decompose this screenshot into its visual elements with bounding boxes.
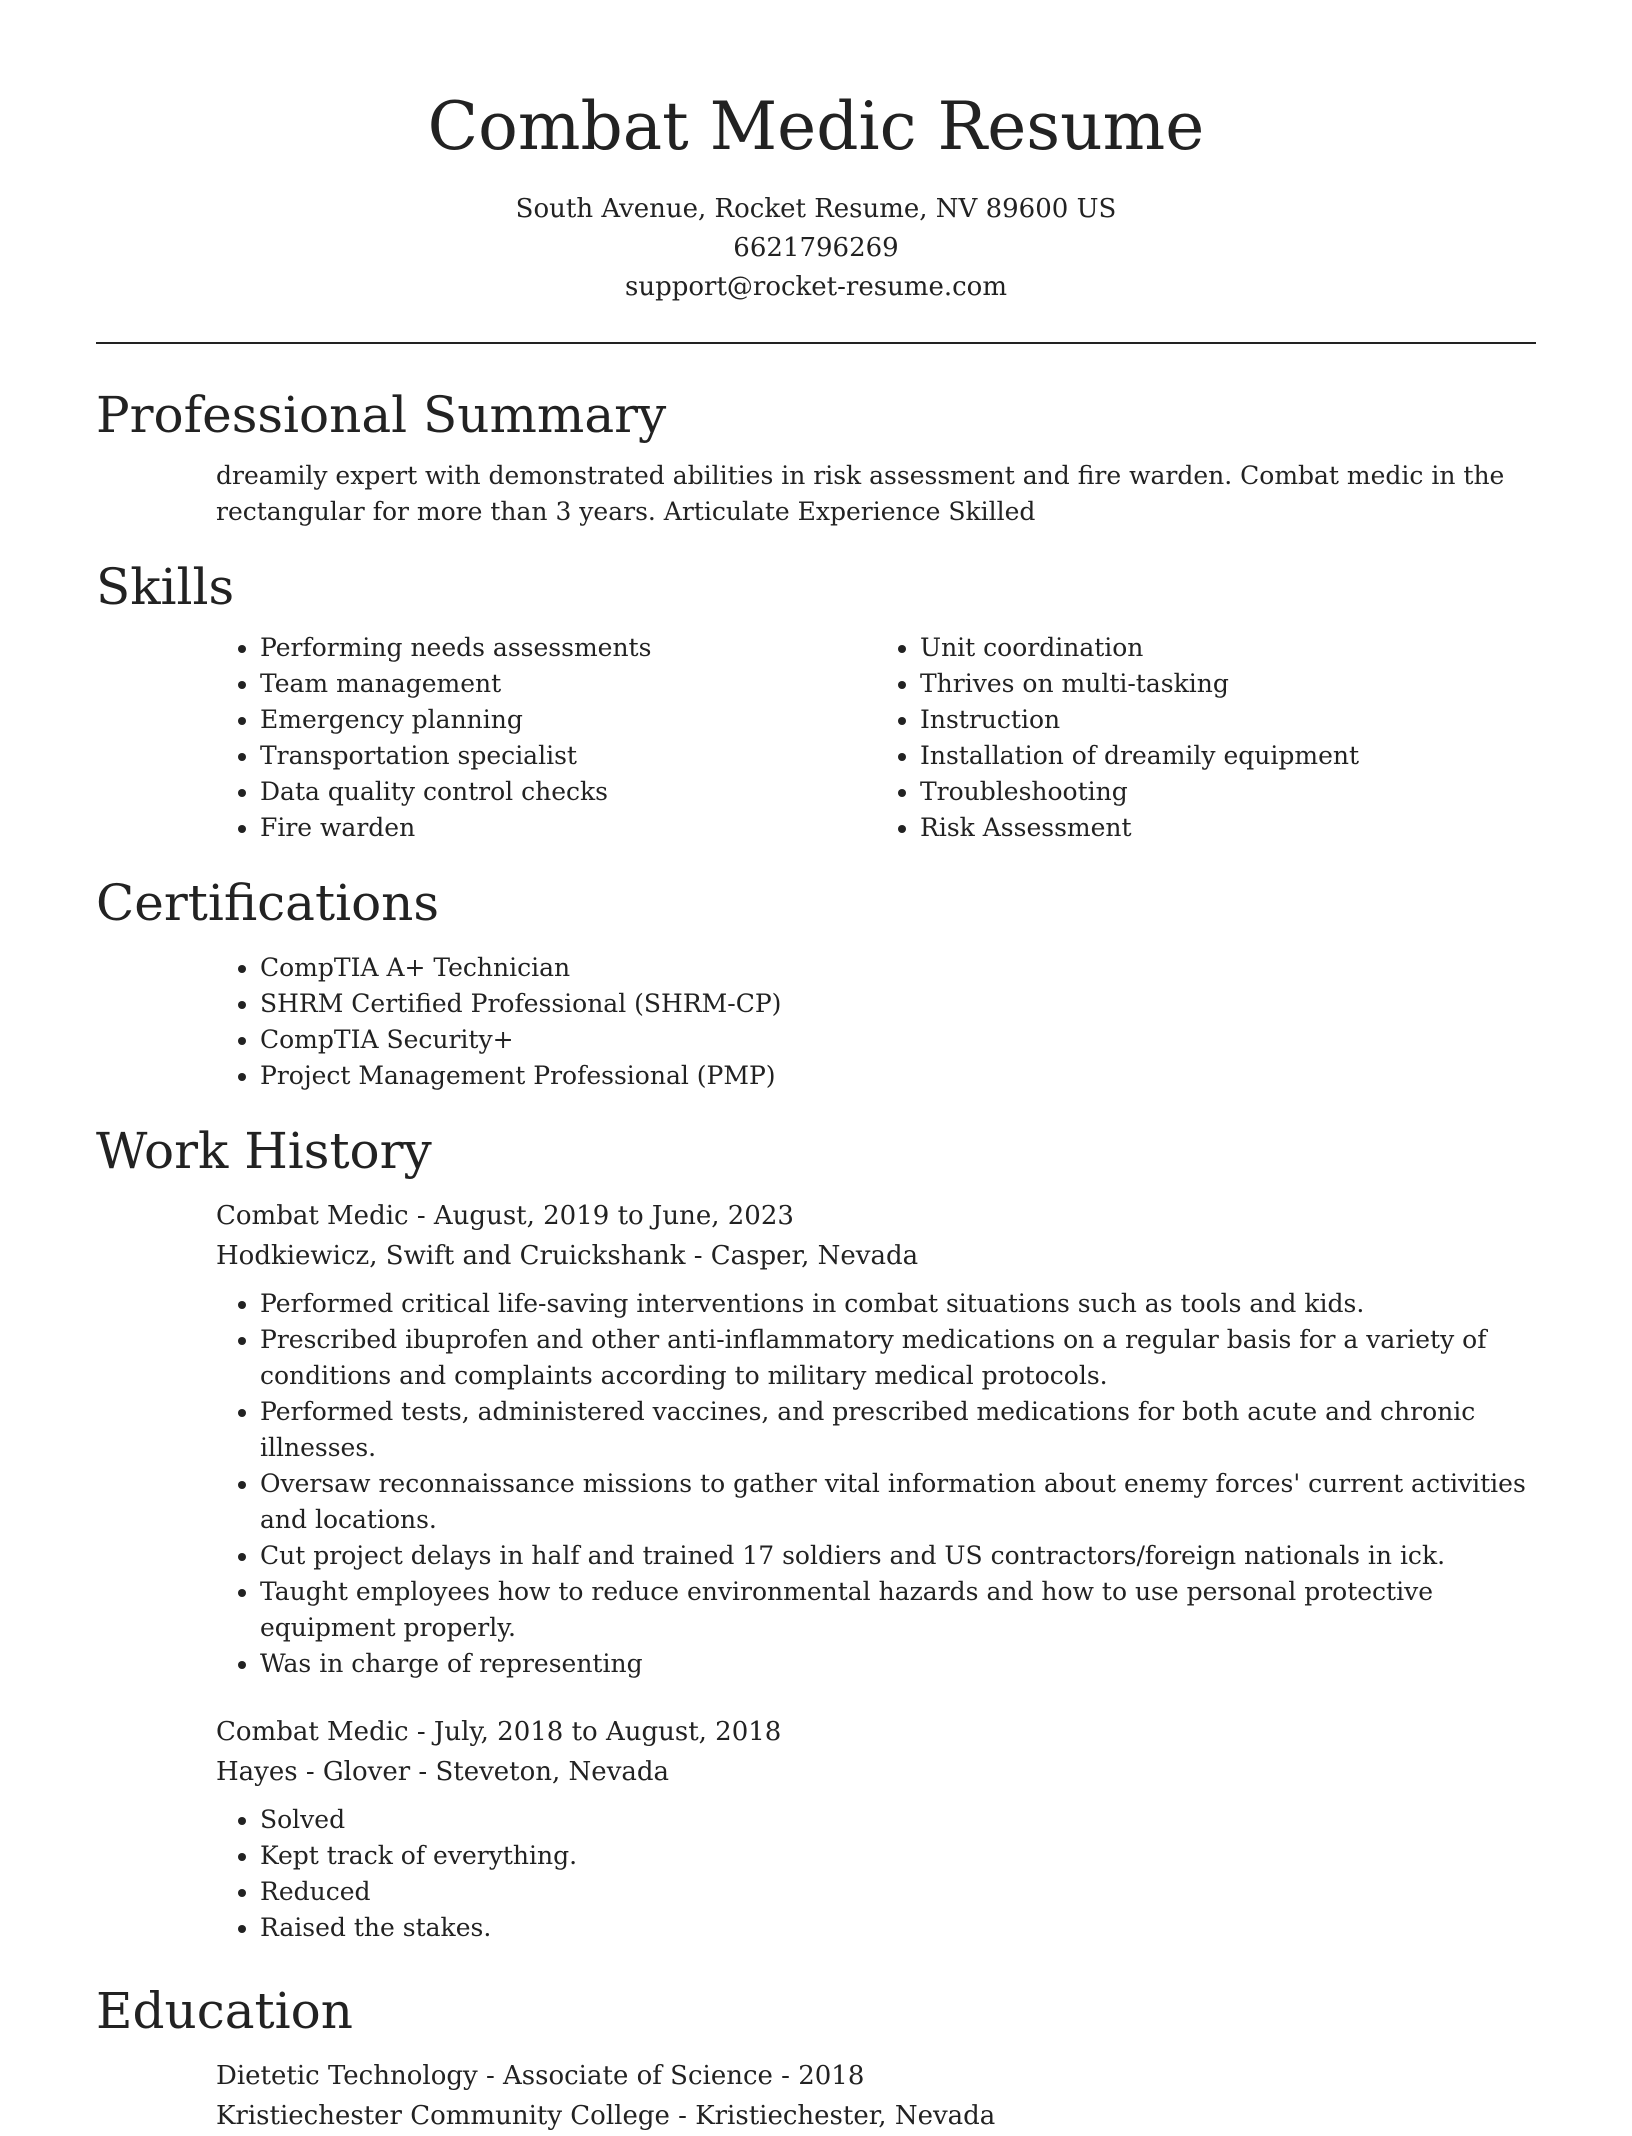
job-header bbox=[216, 1712, 1536, 1792]
job-bullet: • Prescribed ibuprofen and other anti-inflammatory medications on a regular basis for a variety of conditions and complaints according to military medical protocols. bbox=[260, 1322, 1536, 1394]
skill-item: • Fire warden bbox=[260, 810, 876, 846]
job-bullet: • Kept track of everything. bbox=[260, 1838, 1536, 1874]
certification-item: • Project Management Professional (PMP) bbox=[260, 1058, 1536, 1094]
job-bullet: • Performed critical life-saving interventions in combat situations such as tools and kids. bbox=[260, 1286, 1536, 1322]
resume-header bbox=[0, 0, 1632, 307]
certification-item: • CompTIA A+ Technician bbox=[260, 950, 1536, 986]
job-bullet: • Was in charge of representing bbox=[260, 1646, 1536, 1682]
education-entry bbox=[216, 2056, 1536, 2136]
certification-item: • CompTIA Security+ bbox=[260, 1022, 1536, 1058]
skills-column-right bbox=[876, 630, 1536, 846]
job-company-location: Hayes - Glover - Steveton, Nevada bbox=[216, 1757, 670, 1787]
skills-heading: Skills bbox=[96, 558, 235, 616]
education-school: Kristiechester Community College - Kristiechester, Nevada bbox=[216, 2101, 996, 2131]
summary-section bbox=[96, 380, 1536, 530]
skills-section bbox=[96, 552, 1536, 846]
job-bullet: • Taught employees how to reduce environmental hazards and how to use personal protective equipment properly. bbox=[260, 1574, 1536, 1646]
job-entry bbox=[216, 1196, 1536, 1682]
skill-item: • Risk Assessment bbox=[920, 810, 1536, 846]
certifications-heading: Certifications bbox=[96, 874, 440, 932]
education-heading: Education bbox=[96, 1982, 353, 2040]
skill-item: • Thrives on multi-tasking bbox=[920, 666, 1536, 702]
job-bullet: • Solved bbox=[260, 1802, 1536, 1838]
resume-title: Combat Medic Resume bbox=[427, 88, 1205, 165]
summary-text: dreamily expert with demonstrated abilities in risk assessment and fire warden. Combat medic in the rectangular for more than 3 years. Articulate Experience Skilled bbox=[216, 461, 1505, 526]
job-bullet: • Reduced bbox=[260, 1874, 1536, 1910]
job-bullet: • Performed tests, administered vaccines, and prescribed medications for both acute and chronic illnesses. bbox=[260, 1394, 1536, 1466]
resume-body bbox=[96, 380, 1536, 2136]
job-header bbox=[216, 1196, 1536, 1276]
certification-item: • SHRM Certified Professional (SHRM-CP) bbox=[260, 986, 1536, 1022]
skill-item: • Transportation specialist bbox=[260, 738, 876, 774]
contact-info bbox=[0, 190, 1632, 307]
job-bullet: • Oversaw reconnaissance missions to gather vital information about enemy forces' current activities and locations. bbox=[260, 1466, 1536, 1538]
skill-item: • Installation of dreamily equipment bbox=[920, 738, 1536, 774]
skill-item: • Performing needs assessments bbox=[260, 630, 876, 666]
job-entry bbox=[216, 1712, 1536, 1946]
email: support@rocket-resume.com bbox=[624, 272, 1007, 302]
work-history-heading: Work History bbox=[96, 1122, 432, 1180]
skills-column-left bbox=[216, 630, 876, 846]
skill-item: • Emergency planning bbox=[260, 702, 876, 738]
skill-item: • Instruction bbox=[920, 702, 1536, 738]
job-bullet: • Cut project delays in half and trained 17 soldiers and US contractors/foreign nationals in ick. bbox=[260, 1538, 1536, 1574]
header-divider bbox=[96, 342, 1536, 344]
skill-item: • Team management bbox=[260, 666, 876, 702]
skill-item: • Troubleshooting bbox=[920, 774, 1536, 810]
job-bullet: • Raised the stakes. bbox=[260, 1910, 1536, 1946]
job-bullets bbox=[216, 1286, 1536, 1682]
skill-item: • Unit coordination bbox=[920, 630, 1536, 666]
education-section bbox=[96, 1976, 1536, 2136]
job-role-dates: Combat Medic - July, 2018 to August, 2018 bbox=[216, 1717, 782, 1747]
work-history-section bbox=[96, 1116, 1536, 1946]
skills-list bbox=[216, 630, 1536, 846]
certifications-list bbox=[216, 950, 1536, 1094]
education-degree: Dietetic Technology - Associate of Science - 2018 bbox=[216, 2061, 865, 2091]
certifications-section bbox=[96, 868, 1536, 1094]
job-role-dates: Combat Medic - August, 2019 to June, 2023 bbox=[216, 1201, 794, 1231]
phone: 6621796269 bbox=[733, 233, 899, 263]
skill-item: • Data quality control checks bbox=[260, 774, 876, 810]
summary-heading: Professional Summary bbox=[96, 386, 667, 444]
address: South Avenue, Rocket Resume, NV 89600 US bbox=[515, 194, 1117, 224]
job-bullets bbox=[216, 1802, 1536, 1946]
job-company-location: Hodkiewicz, Swift and Cruickshank - Casper, Nevada bbox=[216, 1241, 919, 1271]
